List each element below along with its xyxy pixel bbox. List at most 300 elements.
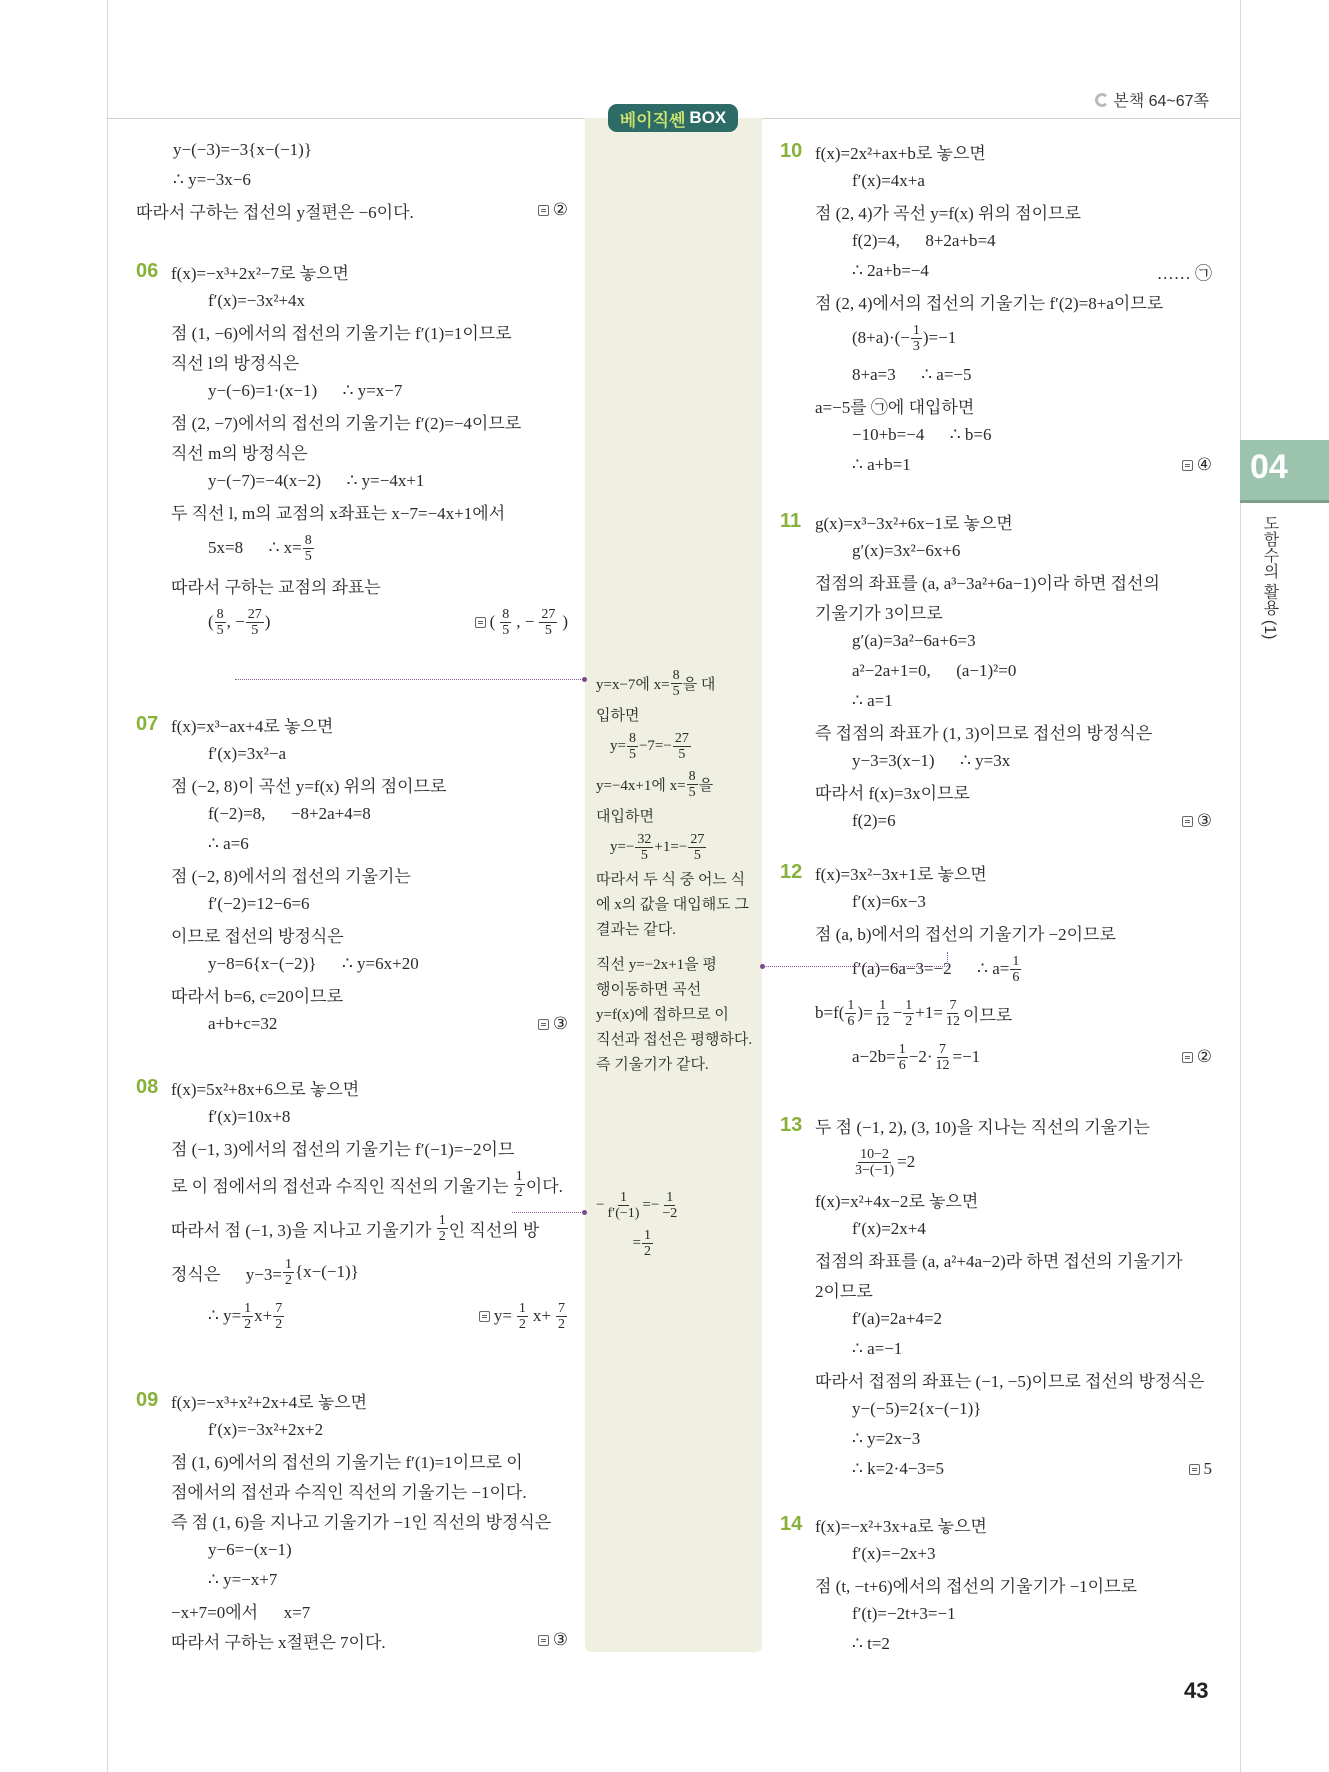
denominator: 5 bbox=[688, 784, 696, 800]
math-text: 정식은 y−3= bbox=[171, 1264, 282, 1284]
badge-prefix: 베이직쎈 bbox=[619, 110, 686, 130]
box-note bbox=[596, 664, 756, 941]
numerator: 1 bbox=[643, 1227, 651, 1243]
solution-line bbox=[136, 1445, 568, 1475]
solution-line bbox=[136, 1009, 568, 1039]
fraction bbox=[853, 1147, 896, 1178]
math-text: y−(−5)=2{x−(−1)} bbox=[852, 1399, 982, 1418]
page-number: 43 bbox=[1184, 1678, 1209, 1703]
solution-line bbox=[136, 859, 568, 889]
solution-line bbox=[136, 1294, 568, 1338]
numerator: 1 bbox=[898, 1041, 906, 1057]
math-text: g(x)=x³−3x²+6x−1로 놓으면 bbox=[815, 513, 1013, 533]
math-text: 즉 접점의 좌표가 (1, 3)이므로 접선의 방정식은 bbox=[815, 723, 1153, 743]
solution-line bbox=[780, 286, 1212, 316]
solution-line bbox=[780, 360, 1212, 390]
connector-dot bbox=[582, 1210, 587, 1215]
problem-number: 12 bbox=[780, 860, 803, 883]
answer bbox=[475, 607, 568, 638]
math-text: a+b+c=32 bbox=[208, 1014, 278, 1033]
math-text: 점 (2, 4)에서의 접선의 기울기는 f′(2)=8+a이므로 bbox=[815, 293, 1164, 313]
fraction bbox=[911, 323, 922, 354]
answer-icon bbox=[479, 1311, 490, 1322]
solution-line bbox=[780, 917, 1212, 947]
reference-text: 본책 64~67쪽 bbox=[1113, 93, 1209, 110]
solution-line bbox=[136, 600, 568, 644]
fraction bbox=[671, 668, 682, 699]
solution-line bbox=[780, 1364, 1212, 1394]
solution-line bbox=[136, 709, 568, 739]
numerator: 27 bbox=[674, 730, 689, 746]
solution-line bbox=[596, 1026, 756, 1051]
math-text: f′(a)=6a−3=−2 ∴ a= bbox=[852, 959, 1010, 978]
connector-line bbox=[947, 952, 948, 966]
answer bbox=[1182, 1047, 1212, 1067]
denominator: 3−(−1) bbox=[855, 1162, 895, 1178]
math-text: 점 (−1, 3)에서의 접선의 기울기는 f′(−1)=−2이므 bbox=[171, 1139, 515, 1159]
numerator: 1 bbox=[905, 997, 913, 1013]
math-text: ∴ a=−1 bbox=[852, 1339, 903, 1358]
numerator: 1 bbox=[879, 997, 887, 1013]
solution-line bbox=[136, 1565, 568, 1595]
solution-line bbox=[780, 1035, 1212, 1079]
solution-line bbox=[780, 316, 1212, 360]
solution-line bbox=[780, 686, 1212, 716]
math-text: 따라서 구하는 교점의 좌표는 bbox=[171, 577, 381, 597]
math-text: b=f( bbox=[815, 1003, 845, 1022]
fraction bbox=[933, 1042, 951, 1073]
problem-number: 07 bbox=[136, 712, 159, 735]
solution-line bbox=[596, 702, 756, 727]
numerator: 1 bbox=[244, 1300, 252, 1316]
math-text: ∴ y=−x+7 bbox=[208, 1570, 278, 1589]
math-text: a=−5를 ㉠에 대입하면 bbox=[815, 397, 975, 417]
math-text: ∴ 2a+b=−4 bbox=[852, 261, 929, 280]
solution-line bbox=[596, 1001, 756, 1026]
math-text: ∴ a+b=1 bbox=[852, 455, 911, 474]
denominator: 5 bbox=[544, 622, 552, 638]
solution-line bbox=[136, 799, 568, 829]
math-text: 행이동하면 곡선 bbox=[596, 982, 702, 998]
denominator: 5 bbox=[628, 746, 636, 762]
answer-icon bbox=[1182, 816, 1193, 827]
solution-line bbox=[136, 376, 568, 406]
denominator: 5 bbox=[678, 746, 686, 762]
numerator: 8 bbox=[502, 606, 510, 622]
math-text: 직선 l의 방정식은 bbox=[171, 353, 300, 373]
fraction bbox=[273, 1301, 284, 1332]
math-text: ) bbox=[562, 612, 568, 631]
solution-line bbox=[596, 1186, 756, 1224]
solution-line bbox=[136, 1162, 568, 1206]
answer-icon bbox=[1182, 1052, 1193, 1063]
numerator: 1 bbox=[284, 1256, 292, 1272]
math-text: y=x−7에 x= bbox=[596, 676, 670, 693]
solution-line bbox=[596, 1051, 756, 1076]
math-text: 즉 기울기가 같다. bbox=[596, 1057, 709, 1073]
math-text: y=f(x)에 접하므로 이 bbox=[596, 1007, 729, 1023]
denominator: 6 bbox=[1012, 969, 1020, 985]
math-text: 인 직선의 방 bbox=[448, 1220, 540, 1240]
math-text: ③ bbox=[552, 1630, 568, 1649]
fraction bbox=[660, 1190, 679, 1221]
solution-line bbox=[780, 1244, 1212, 1274]
reference-icon bbox=[1095, 93, 1109, 107]
math-text: ∴ a=6 bbox=[208, 834, 249, 853]
solution-line bbox=[596, 1224, 756, 1262]
math-text: f′(x)=−3x²+4x bbox=[208, 291, 306, 310]
solution-14 bbox=[780, 1509, 1212, 1659]
math-text: ② bbox=[552, 200, 568, 219]
solution-line bbox=[136, 570, 568, 600]
math-text: f(x)=−x²+3x+a로 놓으면 bbox=[815, 1516, 987, 1536]
solution-line bbox=[780, 626, 1212, 656]
denominator: 2 bbox=[515, 1184, 523, 1200]
solution-07 bbox=[136, 709, 568, 1039]
fraction bbox=[215, 607, 226, 638]
math-text: 따라서 구하는 x절편은 7이다. bbox=[171, 1632, 386, 1652]
math-text: 2이므로 bbox=[815, 1281, 873, 1301]
fraction bbox=[687, 769, 698, 800]
denominator: 2 bbox=[518, 1316, 526, 1332]
solution-line bbox=[596, 916, 756, 941]
solution-line bbox=[136, 286, 568, 316]
math-text: 직선 y=−2x+1을 평 bbox=[596, 957, 717, 973]
basic-box-badge bbox=[608, 104, 738, 132]
denominator: 12 bbox=[935, 1057, 950, 1073]
solution-line bbox=[136, 829, 568, 859]
math-text: {x−(−1)} bbox=[294, 1262, 359, 1281]
math-text: ③ bbox=[1196, 811, 1212, 830]
math-text: y−6=−(x−1) bbox=[208, 1540, 292, 1559]
numerator: 8 bbox=[216, 606, 224, 622]
solution-line bbox=[780, 196, 1212, 226]
math-text: f′(x)=4x+a bbox=[852, 171, 925, 190]
math-text: 점에서의 접선과 수직인 직선의 기울기는 −1이다. bbox=[171, 1482, 527, 1502]
math-text: y=− bbox=[610, 838, 635, 855]
solution-line bbox=[136, 1102, 568, 1132]
fraction bbox=[897, 1042, 908, 1073]
solution-line bbox=[136, 346, 568, 376]
math-text: f′(x)=6x−3 bbox=[852, 892, 926, 911]
denominator: 5 bbox=[502, 622, 510, 638]
numerator: 7 bbox=[275, 1300, 283, 1316]
math-text: −7=− bbox=[638, 737, 672, 754]
problem-number: 14 bbox=[780, 1512, 803, 1535]
math-text: 점 (t, −t+6)에서의 접선의 기울기가 −1이므로 bbox=[815, 1576, 1137, 1596]
fraction bbox=[627, 731, 638, 762]
math-text: )=−1 bbox=[922, 328, 957, 347]
fraction bbox=[688, 832, 706, 863]
math-text: f′(x)=3x²−a bbox=[208, 744, 287, 763]
math-text: a²−2a+1=0, (a−1)²=0 bbox=[852, 661, 1017, 680]
numerator: 1 bbox=[666, 1189, 674, 1205]
math-text: 점 (2, 4)가 곡선 y=f(x) 위의 점이므로 bbox=[815, 203, 1081, 223]
page-right-border bbox=[1240, 0, 1241, 1772]
denominator: 5 bbox=[693, 847, 701, 863]
denominator: 6 bbox=[847, 1013, 855, 1029]
answer bbox=[538, 1014, 568, 1034]
answer bbox=[1182, 811, 1212, 831]
math-text: +1= bbox=[915, 1003, 943, 1022]
solution-line bbox=[780, 1110, 1212, 1140]
math-text: ∴ t=2 bbox=[852, 1634, 890, 1653]
answer bbox=[1189, 1459, 1213, 1479]
math-text: = bbox=[610, 1234, 641, 1251]
numerator: 7 bbox=[558, 1300, 565, 1316]
fraction bbox=[845, 998, 856, 1029]
solution-continued bbox=[136, 135, 568, 225]
answer bbox=[538, 1630, 568, 1650]
math-text: y= bbox=[610, 737, 626, 754]
math-text: 따라서 b=6, c=20이므로 bbox=[171, 986, 344, 1006]
math-text: f(x)=−x³+2x²−7로 놓으면 bbox=[171, 263, 349, 283]
fraction bbox=[514, 1169, 525, 1200]
solution-line bbox=[596, 828, 756, 866]
fraction bbox=[635, 832, 653, 863]
math-text: 이므로 bbox=[962, 1005, 1013, 1025]
fraction bbox=[242, 1301, 253, 1332]
chapter-title: 도함수의 활용 (1) bbox=[1261, 515, 1278, 640]
math-text: 두 점 (−1, 2), (3, 10)을 지나는 직선의 기울기는 bbox=[815, 1117, 1150, 1137]
solution-line bbox=[136, 769, 568, 799]
math-text: 을 bbox=[698, 777, 714, 794]
math-text: y−3=3(x−1) ∴ y=3x bbox=[852, 751, 1011, 770]
solution-line bbox=[136, 889, 568, 919]
solution-09 bbox=[136, 1385, 568, 1655]
math-text: f(x)=2x²+ax+b로 놓으면 bbox=[815, 143, 986, 163]
solution-line bbox=[596, 664, 756, 702]
solution-line bbox=[596, 866, 756, 891]
solution-line bbox=[136, 135, 568, 165]
numerator: 1 bbox=[619, 1189, 627, 1205]
solution-line bbox=[780, 656, 1212, 686]
math-text: 접점의 좌표를 (a, a²+4a−2)라 하면 접선의 기울기가 bbox=[815, 1251, 1183, 1271]
math-text: f(2)=4, 8+2a+b=4 bbox=[852, 231, 996, 250]
solution-06 bbox=[136, 256, 568, 644]
numerator: 1 bbox=[515, 1168, 523, 1184]
math-text: y−(−7)=−4(x−2) ∴ y=−4x+1 bbox=[208, 471, 425, 490]
math-text: y=−4x+1에 x= bbox=[596, 777, 686, 794]
solution-line bbox=[780, 1274, 1212, 1304]
fraction bbox=[303, 533, 314, 564]
solution-line bbox=[596, 891, 756, 916]
solution-12 bbox=[780, 857, 1212, 1079]
math-text: ② bbox=[1196, 1047, 1212, 1066]
fraction bbox=[642, 1228, 653, 1259]
fraction bbox=[556, 1301, 567, 1332]
badge-suffix: BOX bbox=[689, 108, 727, 127]
denominator: 2 bbox=[284, 1272, 292, 1288]
connector-dot bbox=[760, 964, 765, 969]
fraction bbox=[673, 731, 691, 762]
denominator: 12 bbox=[875, 1013, 890, 1029]
solution-line bbox=[780, 1454, 1212, 1484]
math-text: y−(−6)=1·(x−1) ∴ y=x−7 bbox=[208, 381, 403, 400]
solution-line bbox=[780, 1304, 1212, 1334]
denominator: 5 bbox=[304, 548, 312, 564]
math-text: −2· bbox=[908, 1047, 933, 1066]
denominator: 2 bbox=[244, 1316, 252, 1332]
math-text: x+ bbox=[254, 1306, 273, 1325]
fraction bbox=[1010, 954, 1021, 985]
solution-line bbox=[596, 765, 756, 803]
math-text: y−8=6{x−(−2)} ∴ y=6x+20 bbox=[208, 954, 419, 973]
solution-line bbox=[780, 1569, 1212, 1599]
math-text: 두 직선 l, m의 교점의 x좌표는 x−7=−4x+1에서 bbox=[171, 503, 506, 523]
answer bbox=[538, 200, 568, 220]
solution-line bbox=[780, 1539, 1212, 1569]
math-text: 따라서 f(x)=3x이므로 bbox=[815, 783, 970, 803]
fraction bbox=[283, 1257, 294, 1288]
solution-line bbox=[596, 951, 756, 976]
math-text: =2 bbox=[897, 1152, 916, 1171]
box-note bbox=[596, 1186, 756, 1262]
math-text: f′(−2)=12−6=6 bbox=[208, 894, 310, 913]
numerator: 8 bbox=[304, 532, 312, 548]
math-text: (8+a)·(− bbox=[852, 328, 910, 347]
solution-line bbox=[136, 496, 568, 526]
problem-number: 13 bbox=[780, 1113, 803, 1136]
solution-line bbox=[780, 1424, 1212, 1454]
problem-number: 09 bbox=[136, 1388, 159, 1411]
math-text: 따라서 점 (−1, 3)을 지나고 기울기가 bbox=[171, 1220, 436, 1240]
solution-line bbox=[780, 450, 1212, 480]
math-text: 점 (−2, 8)에서의 접선의 기울기는 bbox=[171, 866, 411, 886]
answer-icon bbox=[538, 1635, 549, 1646]
connector-line bbox=[764, 966, 947, 967]
fraction bbox=[517, 1301, 528, 1332]
solution-line bbox=[136, 316, 568, 346]
math-text: ( bbox=[489, 612, 496, 631]
box-note bbox=[596, 951, 756, 1076]
math-text: )= bbox=[857, 1003, 873, 1022]
answer-icon bbox=[538, 205, 549, 216]
math-text: =−1 bbox=[952, 1047, 981, 1066]
solution-line bbox=[780, 136, 1212, 166]
math-text: f(x)=x³−ax+4로 놓으면 bbox=[171, 716, 334, 736]
solution-line bbox=[780, 1184, 1212, 1214]
chapter-tab-underline bbox=[1240, 500, 1329, 503]
math-text: 따라서 구하는 접선의 y절편은 −6이다. bbox=[136, 202, 414, 222]
fraction bbox=[437, 1213, 448, 1244]
problem-number: 10 bbox=[780, 139, 803, 162]
answer-icon bbox=[1182, 460, 1193, 471]
math-text: 8+a=3 ∴ a=−5 bbox=[852, 365, 972, 384]
math-text: f′(x)=−3x²+2x+2 bbox=[208, 1420, 324, 1439]
fraction bbox=[944, 998, 962, 1029]
solution-line bbox=[780, 566, 1212, 596]
math-text: ④ bbox=[1196, 455, 1212, 474]
denominator: 5 bbox=[672, 683, 680, 699]
math-text: 5 bbox=[1203, 1459, 1212, 1478]
math-text: 점 (a, b)에서의 접선의 기울기가 −2이므로 bbox=[815, 924, 1116, 944]
solution-line bbox=[136, 526, 568, 570]
solution-line bbox=[780, 1394, 1212, 1424]
solution-line bbox=[136, 256, 568, 286]
solution-line bbox=[136, 979, 568, 1009]
page-left-border bbox=[107, 0, 108, 1772]
math-text: 이므로 접선의 방정식은 bbox=[171, 926, 344, 946]
math-text: 점 (2, −7)에서의 접선의 기울기는 f′(2)=−4이므로 bbox=[171, 413, 522, 433]
numerator: 8 bbox=[672, 667, 680, 683]
math-text: , − bbox=[516, 612, 535, 631]
math-text: −x+7=0에서 x=7 bbox=[171, 1602, 311, 1622]
math-text: y−(−3)=−3{x−(−1)} bbox=[173, 140, 312, 159]
numerator: 32 bbox=[637, 831, 652, 847]
math-text: ∴ y=2x−3 bbox=[852, 1429, 921, 1448]
solution-line bbox=[780, 1509, 1212, 1539]
math-text: 이다. bbox=[525, 1176, 563, 1196]
solution-line bbox=[780, 776, 1212, 806]
solution-line bbox=[136, 1385, 568, 1415]
problem-number: 11 bbox=[780, 509, 802, 532]
math-text: ∴ k=2·4−3=5 bbox=[852, 1459, 944, 1478]
denominator: 2 bbox=[275, 1316, 283, 1332]
solution-13 bbox=[780, 1110, 1212, 1484]
connector-dot bbox=[582, 677, 587, 682]
math-text: f(x)=x²+4x−2로 놓으면 bbox=[815, 1191, 979, 1211]
math-text: f′(a)=2a+4=2 bbox=[852, 1309, 943, 1328]
numerator: 1 bbox=[1012, 953, 1020, 969]
fraction bbox=[605, 1190, 641, 1221]
numerator: 10−2 bbox=[860, 1146, 890, 1162]
math-text: g′(a)=3a²−6a+6=3 bbox=[852, 631, 976, 650]
solution-line bbox=[136, 466, 568, 496]
solution-line bbox=[780, 166, 1212, 196]
solution-line bbox=[136, 1595, 568, 1625]
equation-marker: …… ㉠ bbox=[1156, 263, 1212, 283]
math-text: ∴ y=−3x−6 bbox=[173, 170, 251, 189]
math-text: 결과는 같다. bbox=[596, 922, 676, 938]
math-text: 대입하면 bbox=[596, 809, 654, 825]
solution-line bbox=[136, 406, 568, 436]
math-text: 따라서 접점의 좌표는 (−1, −5)이므로 접선의 방정식은 bbox=[815, 1371, 1205, 1391]
solution-line bbox=[780, 887, 1212, 917]
math-text: 5x=8 ∴ x= bbox=[208, 538, 302, 557]
numerator: 27 bbox=[247, 606, 262, 622]
denominator: 2 bbox=[905, 1013, 913, 1029]
numerator: 7 bbox=[949, 997, 957, 1013]
math-text: ( bbox=[208, 612, 214, 631]
solution-line bbox=[780, 536, 1212, 566]
numerator: 1 bbox=[912, 322, 920, 338]
math-text: 따라서 두 식 중 어느 식 bbox=[596, 872, 746, 888]
math-text: ∴ a=1 bbox=[852, 691, 893, 710]
solution-line bbox=[780, 1629, 1212, 1659]
math-text: 점 (1, −6)에서의 접선의 기울기는 f′(1)=1이므로 bbox=[171, 323, 512, 343]
math-text: f(x)=5x²+8x+6으로 놓으면 bbox=[171, 1079, 360, 1099]
math-text: y= bbox=[493, 1306, 512, 1325]
solution-line bbox=[780, 390, 1212, 420]
math-text: a−2b= bbox=[852, 1047, 896, 1066]
solution-line bbox=[136, 1072, 568, 1102]
math-text: ∴ y= bbox=[208, 1306, 242, 1325]
math-text: 기울기가 3이므로 bbox=[815, 603, 943, 623]
solution-line bbox=[596, 727, 756, 765]
solution-line bbox=[780, 857, 1212, 887]
connector-line bbox=[512, 1212, 583, 1213]
numerator: 27 bbox=[690, 831, 705, 847]
textbook-reference bbox=[1095, 88, 1209, 111]
denominator: f′(−1) bbox=[607, 1205, 640, 1221]
denominator: −2 bbox=[662, 1205, 678, 1221]
math-text: f′(x)=−2x+3 bbox=[852, 1544, 936, 1563]
solution-line bbox=[780, 256, 1212, 286]
solution-line bbox=[136, 1250, 568, 1294]
solution-line bbox=[596, 976, 756, 1001]
solution-line bbox=[136, 919, 568, 949]
